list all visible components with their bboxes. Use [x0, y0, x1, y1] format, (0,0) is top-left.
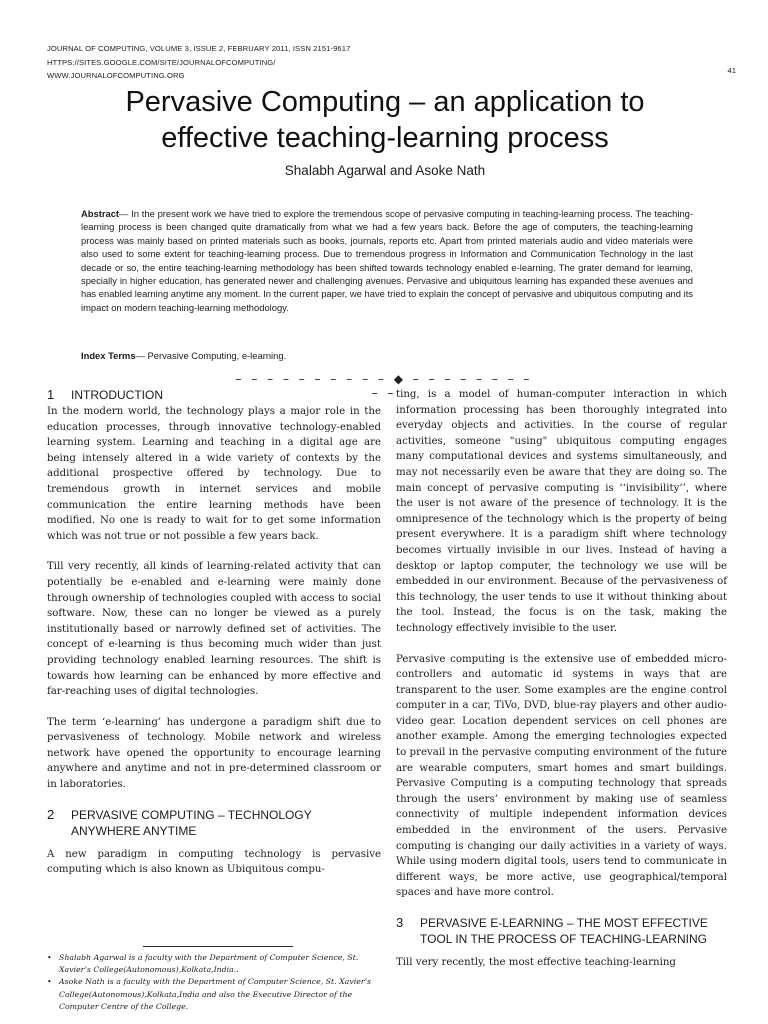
abstract-text: In the present work we have tried to explore the tremendous scope of pervasive computing in teaching-learning process. The teaching-learning process is been changed quite dramatically from what we had a few years back. Before the age of computers, the teaching-learning process was mainly based on printed materials such as books, journals, reports etc. Apart from printed materials audio and video materials were also used to some extent for teaching-learning process. Due to tremendous progress in Information and Communication Technology in the last decade or so, the entire teaching-learning methodology has been shifted towards technology enabled e-learning. The grater demand for learning, specially in higher education, has generated newer and challenging avenues. Pervasive and ubiquitous learning has expanded these avenues and has enabled learning anytime any moment. In the current paper, we have tried to explain the concept of pervasive and ubiquitous computing and its impact on modern teaching-learning methodology.	[81, 208, 693, 313]
right-column	[396, 387, 727, 986]
footnote-item	[47, 976, 385, 1013]
section2-paragraph-continued: ting, is a model of human-computer interaction in which information processing has been thoroughly integrated into everyday objects and activities. In the course of regular activities, someone "using" ubiquitous computing engages many computational devices and systems simultaneously, and may not necessarily even be aware that they are doing so. The main concept of pervasive computing is ‘‘invisibility’’, where the user is not aware of the presence of technology. It is the omnipresence of the technology which is the property of being present everywhere. It is a paradigm shift where technology becomes virtually invisible in our lives. Instead of having a desktop or laptop computer, the technology we use will be embedded in our environment. Because of the pervasiveness of this technology, the user tends to use it without thinking about the tool. Instead, the focus is on the task, making the technology effectively invisible to the user.	[396, 389, 727, 634]
section2-paragraph-2: Pervasive computing is the extensive use of embedded micro-controllers and automatic id systems in ways that are transparent to the user. Some examples are the engine control computer in a car, TiVo, DVD, blue-ray players and other audio-video gear. Location dependent services on cell phones are another example. Among the emerging technologies expected to prevail in the pervasive computing environment of the future are wearable computers, smart homes and smart buildings. Pervasive Computing is a computing technology that spreads through the users’ environment by making use of seamless connectivity of multiple independent information devices embedded in the environment of the users. Pervasive computing is changing our daily activities in a variety of ways. While using modern digital tools, users tend to communicate in different ways, be more active, use geographical/temporal spaces and have more control.	[396, 653, 727, 899]
abstract	[81, 207, 693, 314]
paper-title	[40, 84, 730, 156]
index-terms-text: Pervasive Computing, e-learning.	[147, 350, 287, 361]
heading-text-line-1: PERVASIVE E-LEARNING – THE MOST EFFECTIVE	[420, 916, 708, 930]
section-divider: – – – – – – – – – – ◆ – – – – – – – – – –	[235, 372, 533, 400]
intro-paragraph-2: Till very recently, all kinds of learning-related activity that can potentially be e-enabled and e-learning were mainly done through ownership of technologies coupled with access to social software. Now, these can no longer be viewed as a purely institutionally based or narrowly defined set of activities. The concept of e-learning is thus becoming much wider than just providing technology enabled learning resources. The shift is towards how learning can be enhanced by more effective and far-reaching uses of digital technologies.	[47, 561, 381, 698]
intro-paragraph-1: In the modern world, the technology plays a major role in the education processes, through innovative technology-enabled learning system. Learning and teaching in a digital age are being intensely altered in a wide variety of contexts by the additional prospective offered by technology. Due to tremendous growth in internet services and mobile communication the entire learning methods have been modified. No one is ready to wait for to get some information which was not true or not possible a few years back.	[47, 406, 381, 542]
left-column	[47, 404, 381, 893]
heading-introduction	[47, 387, 163, 403]
footnote-item	[47, 952, 385, 976]
heading-text-line-1: PERVASIVE COMPUTING – TECHNOLOGY	[71, 807, 312, 822]
footnote-rule	[143, 946, 293, 947]
page-number: 41	[727, 66, 736, 75]
journal-header-line: JOURNAL OF COMPUTING, VOLUME 3, ISSUE 2, FEBRUARY 2011, ISSN 2151-9617	[47, 44, 351, 53]
heading-number: 2	[47, 806, 55, 822]
heading-text-line-2: TOOL IN THE PROCESS OF TEACHING-LEARNING	[420, 932, 707, 946]
section2-paragraph-1: A new paradigm in computing technology is pervasive computing which is also known as Ubiquitous compu-	[47, 848, 381, 876]
heading-pervasive-computing	[47, 807, 381, 839]
footnotes	[47, 952, 385, 1013]
bullet-icon: •	[47, 953, 52, 962]
journal-website-line: WWW.JOURNALOFCOMPUTING.ORG	[47, 71, 185, 80]
section3-paragraph-1: Till very recently, the most effective teaching-learning	[396, 957, 676, 968]
abstract-dash: —	[119, 208, 132, 219]
index-terms-dash: —	[135, 350, 148, 361]
journal-header	[47, 42, 350, 83]
index-terms-label: Index Terms	[81, 350, 136, 361]
paper-authors: Shalabh Agarwal and Asoke Nath	[284, 163, 486, 178]
abstract-label: Abstract	[81, 208, 120, 219]
intro-paragraph-3: The term ‘e-learning’ has undergone a paradigm shift due to pervasiveness of technology. Mobile network and wireless network have opened the opportunity to encourage learning anywhere and anytime and not in pre-determined classroom or in laboratories.	[47, 716, 381, 791]
index-terms	[81, 349, 693, 362]
title-line-2: effective teaching-learning process	[161, 122, 609, 154]
footnote-text: Asoke Nath is a faculty with the Department of Computer Science, St. Xavier’s College(Autonomous),Kolkata,India and also the Executive Director of the Computer Centre of the College.	[59, 977, 372, 1011]
heading-text: INTRODUCTION	[71, 388, 163, 402]
footnote-text: Shalabh Agarwal is a faculty with the Department of Computer Science, St. Xavier’s College(Autonomous),Kolkata,India..	[59, 953, 359, 975]
heading-number: 3	[396, 915, 404, 930]
heading-number: 1	[47, 387, 55, 402]
heading-text-line-2: ANYWHERE ANYTIME	[71, 823, 197, 838]
journal-url-line: HTTPS://SITES.GOOGLE.COM/SITE/JOURNALOFCOMPUTING/	[47, 57, 276, 67]
heading-pervasive-elearning	[396, 915, 727, 947]
bullet-icon: •	[47, 977, 52, 987]
title-line-1: Pervasive Computing – an application to	[125, 86, 645, 118]
